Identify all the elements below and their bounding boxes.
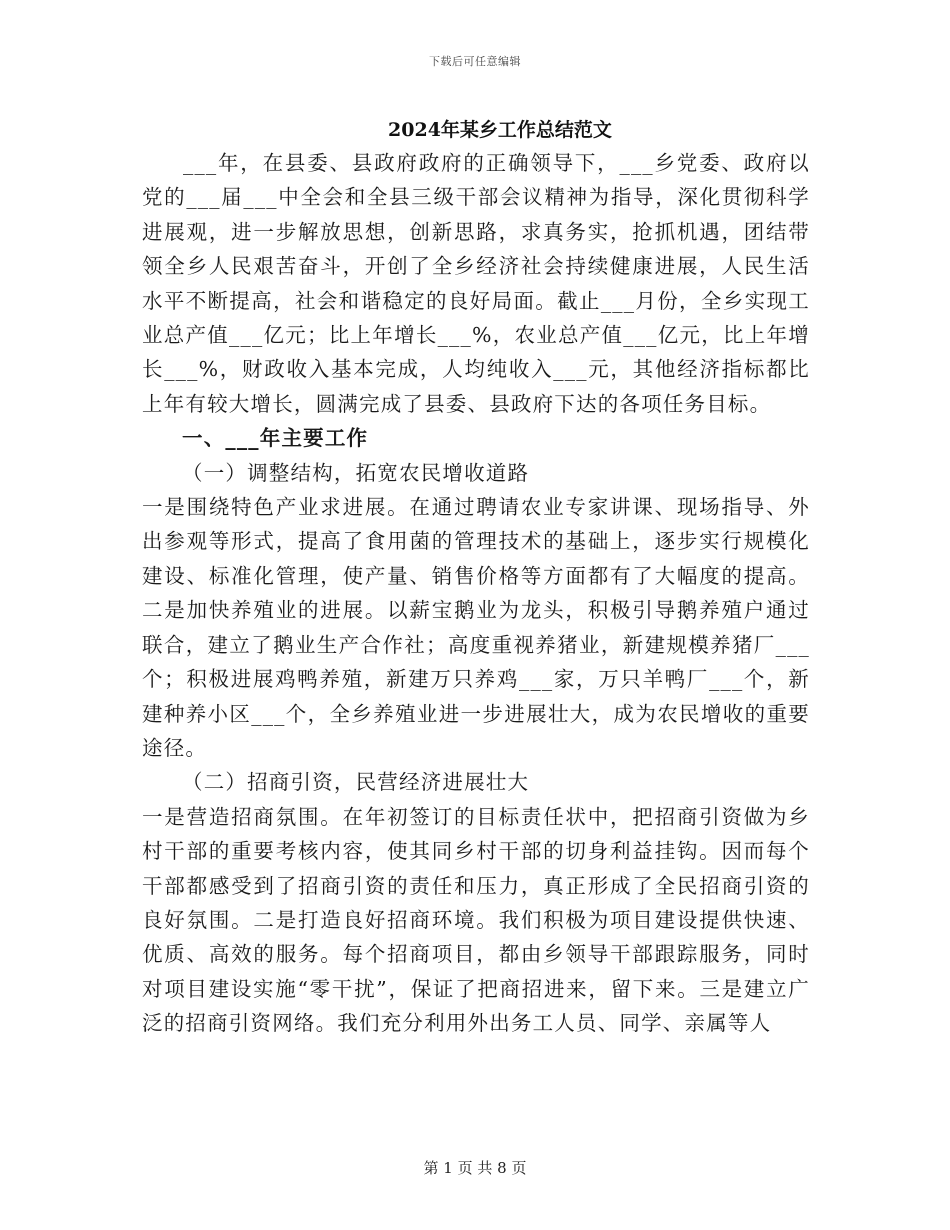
intro-paragraph: ___年，在县委、县政府政府的正确领导下，___乡党委、政府以党的___届___中全会和全县三级干部会议精神为指导，深化贯彻科学进展观，进一步解放思想，创新思路，求真务实，抢抓机遇，团结带领全乡人民艰苦奋斗，开创了全乡经济社会持续健康进展，人民生活水平不断提高，社会和谐稳定的良好局面。截止___月份，全乡实现工业总产值___亿元；比上年增长___%，农业总产值___亿元，比上年增长___%，财政收入基本完成，人均纯收入___元，其他经济指标都比上年有较大增长，圆满完成了县委、县政府下达的各项任务目标。 [142,151,810,416]
subsection-heading: （二）招商引资，民营经济进展壮大 [182,770,530,795]
page-indicator: 第 1 页 共 8 页 [423,1159,527,1177]
document-body [142,146,810,1041]
subsection-paragraph: 一是围绕特色产业求进展。在通过聘请农业专家讲课、现场指导、外出参观等形式，提高了食用菌的管理技术的基础上，逐步实行规模化建设、标准化管理，使产量、销售价格等方面都有了大幅度的提高。二是加快养殖业的进展。以薪宝鹅业为龙头，积极引导鹅养殖户通过联合，建立了鹅业生产合作社；高度重视养猪业，新建规模养猪厂___个；积极进展鸡鸭养殖，新建万只养鸡___家，万只羊鸭厂___个，新建种养小区___个，全乡养殖业进一步进展壮大，成为农民增收的重要途径。 [142,495,810,760]
header-note: 下载后可任意编辑 [429,55,521,68]
document-title: 2024年某乡工作总结范文 [388,119,612,141]
subsection-paragraph: 一是营造招商氛围。在年初签订的目标责任状中，把招商引资做为乡村干部的重要考核内容，使其同乡村干部的切身利益挂钩。因而每个干部都感受到了招商引资的责任和压力，真正形成了全民招商引资的良好氛围。二是打造良好招商环境。我们积极为项目建设提供快速、优质、高效的服务。每个招商项目，都由乡领导干部跟踪服务，同时对项目建设实施“零干扰”，保证了把商招进来，留下来。三是建立广泛的招商引资网络。我们充分利用外出务工人员、同学、亲属等人 [142,804,810,1036]
section-heading: 一、___年主要工作 [182,426,369,451]
subsection-heading: （一）调整结构，拓宽农民增收道路 [182,460,530,485]
